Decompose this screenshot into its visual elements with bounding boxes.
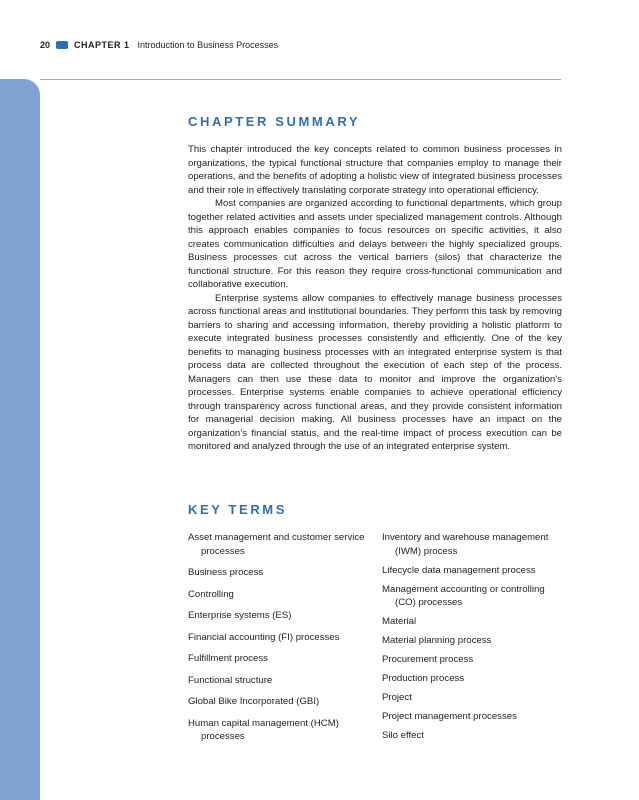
chapter-title: Introduction to Business Processes <box>137 40 279 50</box>
summary-paragraph: This chapter introduced the key concepts related to common business processes in organizations, the typical functional structure that companies employ to manage their operations, and the benefits of adopting a holistic view of integrated business processes and their role in effectively translating corporate strategy into operational efficiency. <box>188 144 562 196</box>
key-term: Asset management and customer service processes <box>188 532 365 557</box>
key-term: Fulfillment process <box>188 653 268 664</box>
key-term: Procurement process <box>382 654 474 665</box>
chapter-label: CHAPTER 1 <box>74 40 130 50</box>
key-terms-heading: KEY TERMS <box>188 502 288 517</box>
key-terms-left-column <box>188 531 373 752</box>
key-term: Silo effect <box>382 730 424 741</box>
summary-paragraph: Enterprise systems allow companies to effectively manage business processes across functional areas and institutional boundaries. They perform this task by removing barriers to sharing and accessing information, thereby providing a holistic platform to execute integrated business processes consistently and efficiently. One of the key benefits to managing business processes with an integrated enterprise system is that process data are collected throughout the execution of each step of the process. Managers can then use these data to monitor and improve the organization’s processes. Enterprise systems enable companies to achieve operational efficiency through transparency across functional areas, and they provide consistent information for managerial decision making. All business processes have an impact on the organization’s financial status, and the real-time impact of process execution can be monitored and analyzed through the use of an integrated enterprise system. <box>188 292 562 452</box>
key-term: Enterprise systems (ES) <box>188 610 292 621</box>
key-term: Material planning process <box>382 635 492 646</box>
key-term: Financial accounting (FI) processes <box>188 631 340 643</box>
key-term: Business process <box>188 567 264 578</box>
header-marker <box>56 41 68 49</box>
key-term: Human capital management (HCM) processes <box>188 717 339 742</box>
key-term: Production process <box>382 673 465 684</box>
key-term: Functional structure <box>188 674 273 686</box>
key-term: Project <box>382 692 412 703</box>
key-term: Global Bike Incorporated (GBI) <box>188 696 320 707</box>
chapter-summary-heading: CHAPTER SUMMARY <box>188 114 361 129</box>
key-term: Management accounting or controlling (CO) processes <box>382 583 545 608</box>
summary-paragraph: Most companies are organized according to functional departments, which group together related activities and assets under specialized management controls. Although this approach enables companies to focus resources on specific activities, it also creates communication difficulties and delays between the highly specialized groups. Business processes cut across the vertical barriers (silos) that characterize the functional structure. For this reason they require cross-functional communication and collaborative execution. <box>188 198 562 290</box>
running-header <box>40 40 278 50</box>
key-term: Material <box>382 616 417 627</box>
key-term: Project management processes <box>382 711 517 722</box>
header-rule <box>40 79 561 80</box>
key-term: Lifecycle data management process <box>382 564 536 576</box>
chapter-summary-body <box>188 143 562 454</box>
key-terms-right-column <box>382 531 567 748</box>
key-term: Inventory and warehouse management (IWM) process <box>382 532 549 557</box>
page-number: 20 <box>40 40 51 50</box>
side-bar <box>0 79 40 800</box>
key-term: Controlling <box>188 588 234 600</box>
